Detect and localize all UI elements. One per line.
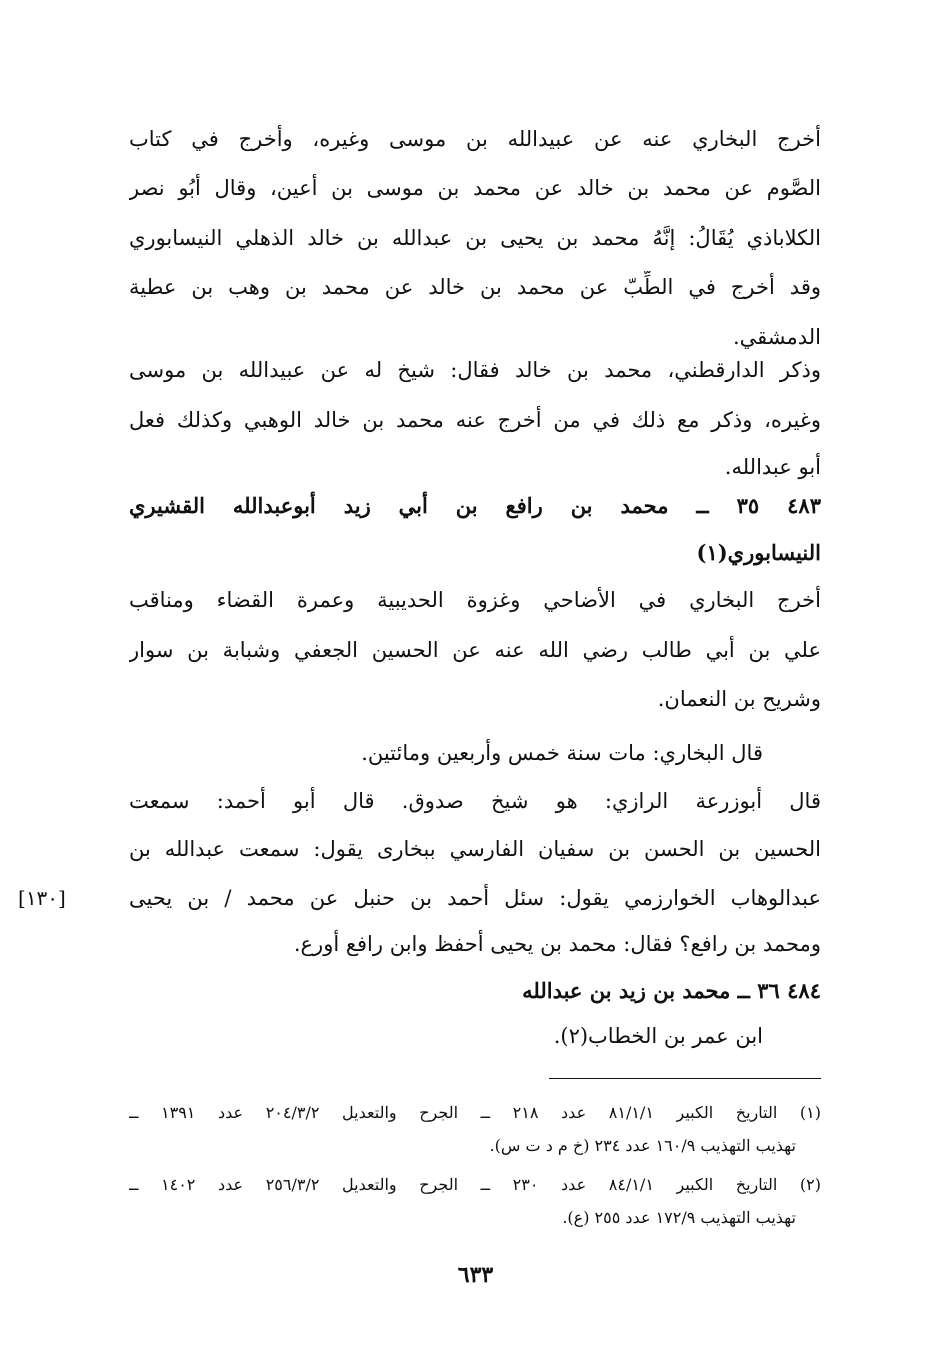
body-line: أبو عبدالله. <box>724 455 821 479</box>
body-line: وشريح بن النعمان. <box>657 687 821 711</box>
footnote-line: (٢) التاريخ الكبير ٨٤/١/١ عدد ٢٣٠ ــ الجرح والتعديل ٢٥٦/٣/٢ عدد ١٤٠٢ ــ <box>129 1175 821 1194</box>
body-line: الدمشقي. <box>732 325 821 349</box>
margin-page-reference: [١٣٠] <box>18 886 66 910</box>
body-line: وقد أخرج في الطِّبّ عن محمد بن خالد عن محمد بن وهب بن عطية <box>129 275 821 299</box>
footnote-separator <box>549 1078 821 1079</box>
body-line: علي بن أبي طالب رضي الله عنه عن الحسين الجعفي وشبابة بن سوار <box>129 638 821 662</box>
body-line: أخرج البخاري في الأضاحي وغزوة الحديبية وعمرة القضاء ومناقب <box>129 588 821 612</box>
footnote-line: تهذيب التهذيب ١٦٠/٩ عدد ٢٣٤ (خ م د ت س). <box>489 1136 796 1155</box>
footnote-line: تهذيب التهذيب ١٧٢/٩ عدد ٢٥٥ (ع). <box>562 1208 796 1227</box>
body-line: الكلاباذي يُقَالُ: إنَّهُ محمد بن يحيى بن عبدالله بن خالد الذهلي النيسابوري <box>129 226 821 250</box>
body-line: الصَّوم عن محمد بن خالد عن محمد بن موسى بن أعين، وقال أبُو نصر <box>129 176 821 200</box>
body-line: أخرج البخاري عنه عن عبيدالله بن موسى وغيره، وأخرج في كتاب <box>129 127 821 151</box>
footnote-line: (١) التاريخ الكبير ٨١/١/١ عدد ٢١٨ ــ الجرح والتعديل ٢٠٤/٣/٢ عدد ١٣٩١ ــ <box>129 1103 821 1122</box>
body-line: ومحمد بن رافع؟ فقال: محمد بن يحيى أحفظ وابن رافع أورع. <box>293 932 821 956</box>
body-line: قال أبوزرعة الرازي: هو شيخ صدوق. قال أبو أحمد: سمعت <box>129 789 821 813</box>
body-line: عبدالوهاب الخوارزمي يقول: سئل أحمد بن حنبل عن محمد / بن يحيى <box>129 886 821 910</box>
body-line: ابن عمر بن الخطاب(٢). <box>553 1024 763 1048</box>
body-line: قال البخاري: مات سنة خمس وأربعين ومائتين. <box>361 741 763 765</box>
page-number: ٦٣٣ <box>457 1262 494 1288</box>
body-line: وغيره، وذكر مع ذلك في من أخرج عنه محمد بن خالد الوهبي وكذلك فعل <box>129 408 821 432</box>
entry-heading: ٤٨٤ ٣٦ ــ محمد بن زيد بن عبدالله <box>522 978 821 1003</box>
body-line: وذكر الدارقطني، محمد بن خالد فقال: شيخ له عن عبيدالله بن موسى <box>129 358 821 382</box>
entry-heading: النيسابوري(١) <box>696 540 821 565</box>
body-line: الحسين بن الحسن بن سفيان الفارسي ببخارى يقول: سمعت عبدالله بن <box>129 837 821 861</box>
entry-heading: ٤٨٣ ٣٥ ــ محمد بن رافع بن أبي زيد أبوعبدالله القشيري <box>129 493 821 518</box>
